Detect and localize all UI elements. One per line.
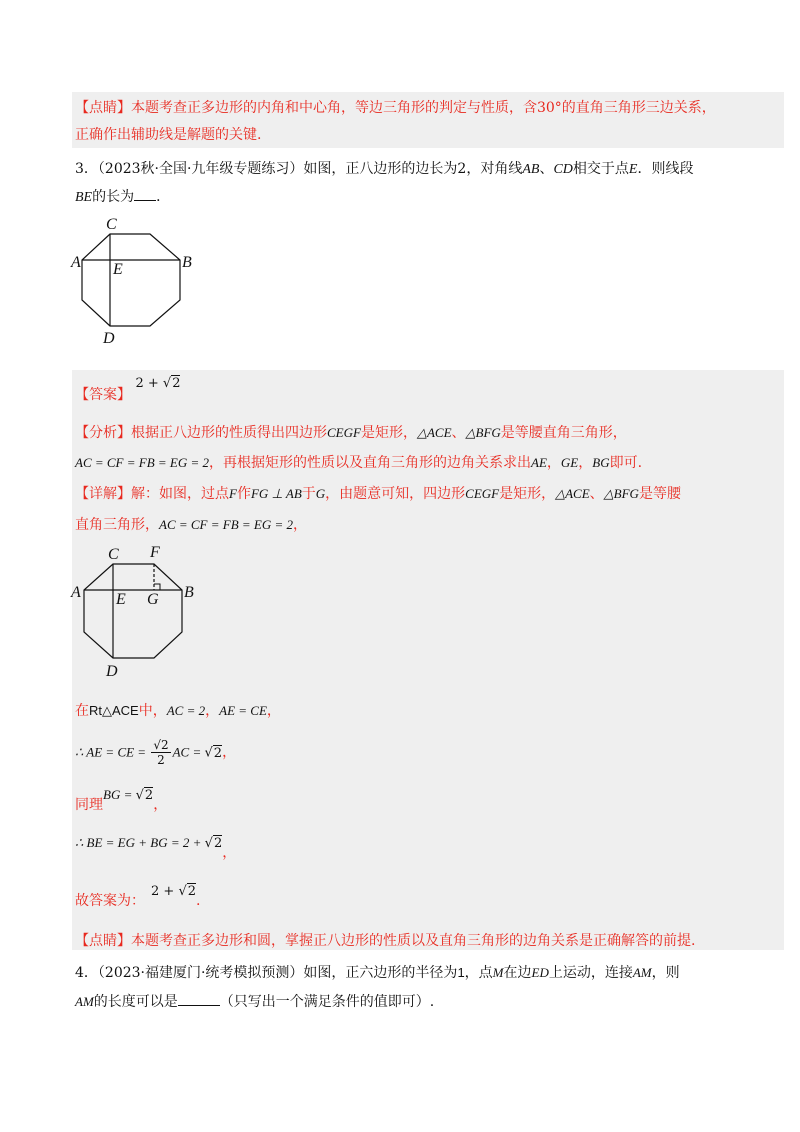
q3-line2: BE的长为 ． bbox=[75, 186, 170, 209]
label-E: E bbox=[113, 261, 123, 278]
q4-line2: AM的长度可以是 （只写出一个满足条件的值即可）. bbox=[75, 991, 434, 1013]
label-B: B bbox=[182, 254, 192, 271]
label-B: B bbox=[184, 584, 194, 601]
dianjing-1-line1: 【点睛】本题考查正多边形的内角和中心角，等边三角形的判定与性质，含30°的直角三角形三边关系， bbox=[75, 100, 716, 116]
label-C: C bbox=[106, 216, 117, 233]
octagon-figure-2 bbox=[70, 540, 210, 680]
dianjing-1-line2: 正确作出辅助线是解题的关键. bbox=[75, 127, 262, 143]
label-D: D bbox=[103, 330, 115, 347]
analysis-line2: AC = CF = FB = EG = 2，再根据矩形的性质以及直角三角形的边角关系求出AE，GE，BG即可. bbox=[75, 455, 643, 471]
step-3: 同理BG = √2， bbox=[75, 787, 168, 813]
label-F: F bbox=[150, 544, 160, 561]
analysis-line1: 【分析】根据正八边形的性质得出四边形CEGF是矩形，△ACE、△BFG是等腰直角三角形， bbox=[75, 425, 627, 441]
label-A: A bbox=[71, 584, 81, 601]
q4-line1: 4．（2023·福建厦门·统考模拟预测）如图，正六边形的半径为1，点M在边ED上运动，连接AM，则 bbox=[75, 965, 680, 981]
answer-blank bbox=[134, 186, 156, 201]
detail-line2: 直角三角形，AC = CF = FB = EG = 2， bbox=[75, 517, 308, 533]
label-G: G bbox=[147, 591, 159, 608]
label-A: A bbox=[71, 254, 81, 271]
label-E: E bbox=[116, 591, 126, 608]
label-D: D bbox=[106, 663, 118, 680]
answer-value: 2 + √2 bbox=[135, 376, 181, 391]
label-C: C bbox=[108, 546, 119, 563]
step-4: ∴ BE = EG + BG = 2 + √2， bbox=[75, 835, 237, 861]
answer-blank-q4 bbox=[178, 991, 220, 1006]
detail-line1: 【详解】解：如图，过点F作FG ⊥ AB于G，由题意可知，四边形CEGF是矩形，△ACE、△BFG是等腰 bbox=[75, 486, 681, 502]
answer-line: 【答案】 2 + √2 bbox=[75, 376, 181, 403]
dianjing-2-line1: 【点睛】本题考查正多边形和圆，掌握正八边形的性质以及直角三角形的边角关系是正确解答的前提. bbox=[75, 933, 696, 949]
octagon-figure-1 bbox=[70, 212, 200, 347]
q3-line1: 3．（2023秋·全国·九年级专题练习）如图，正八边形的边长为2，对角线AB、CD相交于点E．则线段 bbox=[75, 161, 694, 177]
step-1: 在Rt△ACE中，AC = 2，AE = CE， bbox=[75, 703, 281, 719]
step-5: 故答案为：2 + √2. bbox=[75, 884, 201, 909]
step-2: ∴ AE = CE = $\frac{√2}{2}$ AC = √2， bbox=[75, 738, 237, 767]
